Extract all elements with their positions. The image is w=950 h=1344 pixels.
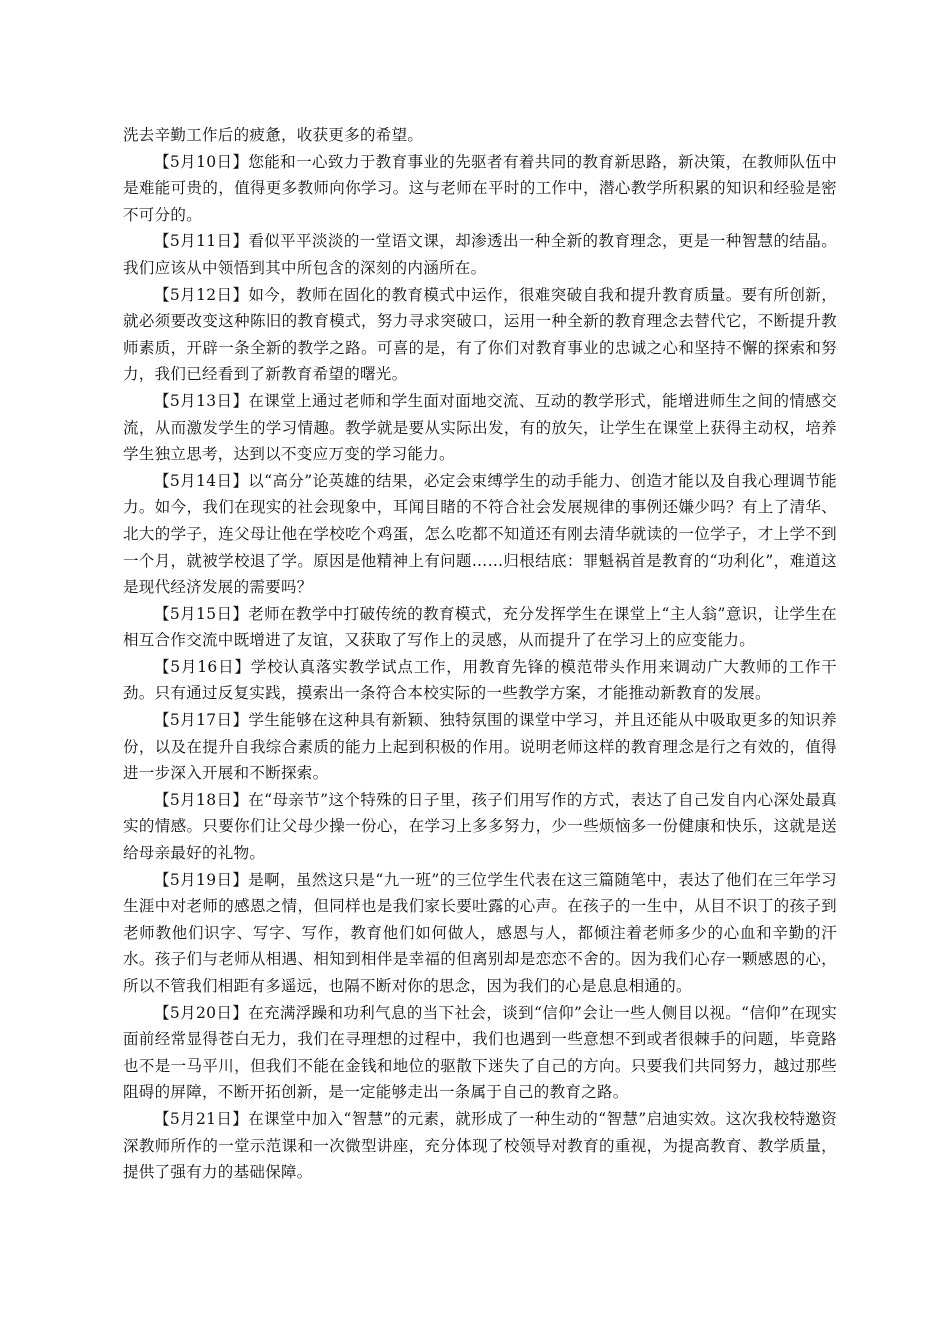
entry-text: 在“母亲节”这个特殊的日子里，孩子们用写作的方式，表达了自己发自内心深处最真实的情感。只要你们让父母少操一份心，在学习上多多努力，少一些烦恼多一份健康和快乐，这就是送给母亲最好的礼物。 — [123, 790, 837, 863]
entry-text: 学校认真落实教学试点工作，用教育先锋的模范带头作用来调动广大教师的工作干劲。只有通过反复实践，摸索出一条符合本校实际的一些教学方案，才能推动新教育的发展。 — [123, 657, 837, 703]
entry-text: 您能和一心致力于教育事业的先驱者有着共同的教育新思路，新决策，在教师队伍中是难能可贵的，值得更多教师向你学习。这与老师在平时的工作中，潜心教学所积累的知识和经验是密不可分的。 — [123, 152, 837, 224]
entry-date: 【5月20日】 — [154, 1003, 249, 1022]
entry-date: 【5月19日】 — [154, 870, 249, 889]
entry-date: 【5月15日】 — [154, 604, 249, 623]
entry-date: 【5月16日】 — [154, 657, 251, 676]
entry-date: 【5月21日】 — [154, 1109, 249, 1128]
entry-text: 在充满浮躁和功利气息的当下社会，谈到“信仰”会让一些人侧目以视。“信仰”在现实面前经常显得苍白无力，我们在寻理想的过程中，我们也遇到一些意想不到或者很棘手的问题，毕竟路也不是一马平川，但我们不能在金钱和地位的驱散下迷失了自己的方向。只要我们共同努力，越过那些阻碍的屏障，不断开拓创新，是一定能够走出一条属于自己的教育之路。 — [123, 1003, 837, 1102]
entry-paragraph — [123, 1000, 837, 1106]
entry-paragraph — [123, 654, 837, 707]
entry-list — [123, 149, 837, 1186]
entry-text: 在课堂中加入“智慧”的元素，就形成了一种生动的“智慧”启迪实效。这次我校特邀资深教师所作的一堂示范课和一次微型讲座，充分体现了校领导对教育的重视，为提高教育、教学质量，提供了强有力的基础保障。 — [123, 1109, 837, 1182]
document-body — [123, 122, 837, 1186]
entry-paragraph — [123, 707, 837, 787]
entry-date: 【5月12日】 — [154, 285, 249, 304]
entry-text: 在课堂上通过老师和学生面对面地交流、互动的教学形式，能增进师生之间的情感交流，从而激发学生的学习情趣。教学就是要从实际出发，有的放矢，让学生在课堂上获得主动权，培养学生独立思考，达到以不变应万变的学习能力。 — [123, 391, 837, 464]
entry-paragraph — [123, 388, 837, 468]
entry-text: 是啊，虽然这只是“九一班”的三位学生代表在这三篇随笔中，表达了他们在三年学习生涯中对老师的感恩之情，但同样也是我们家长要吐露的心声。在孩子的一生中，从目不识丁的孩子到老师教他们识字、写字、写作，教育他们如何做人，感恩与人，都倾注着老师多少的心血和辛勤的汗水。孩子们与老师从相遇、相知到相伴是幸福的但离别却是恋恋不舍的。因为我们心存一颗感恩的心，所以不管我们相距有多遥远，也隔不断对你的思念，因为我们的心是息息相通的。 — [123, 870, 837, 995]
entry-date: 【5月18日】 — [154, 790, 249, 809]
entry-text: 学生能够在这种具有新颖、独特氛围的课堂中学习，并且还能从中吸取更多的知识养份，以及在提升自我综合素质的能力上起到积极的作用。说明老师这样的教育理念是行之有效的，值得进一步深入开展和不断探索。 — [123, 711, 837, 783]
lead-paragraph: 洗去辛勤工作后的疲惫，收获更多的希望。 — [123, 126, 424, 144]
entry-paragraph — [123, 282, 837, 388]
entry-paragraph — [123, 1106, 837, 1186]
entry-paragraph — [123, 149, 837, 229]
entry-text: 看似平平淡淡的一堂语文课，却渗透出一种全新的教育理念，更是一种智慧的结晶。我们应该从中领悟到其中所包含的深刻的内涵所在。 — [123, 232, 837, 277]
entry-paragraph — [123, 601, 837, 654]
entry-paragraph — [123, 468, 837, 601]
entry-text: 老师在教学中打破传统的教育模式，充分发挥学生在课堂上“主人翁”意识，让学生在相互合作交流中既增进了友谊，又获取了写作上的灵感，从而提升了在学习上的应变能力。 — [123, 604, 837, 650]
entry-text: 以“高分”论英雄的结果，必定会束缚学生的动手能力、创造才能以及自我心理调节能力。如今，我们在现实的社会现象中，耳闻目睹的不符合社会发展规律的事例还嫌少吗？有上了清华、北大的学子，连父母让他在学校吃个鸡蛋，怎么吃都不知道还有刚去清华就读的一位学子，才上学不到一个月，就被学校退了学。原因是他精神上有问题……归根结底：罪魁祸首是教育的“功利化”，难道这是现代经济发展的需要吗？ — [123, 471, 837, 597]
entry-date: 【5月17日】 — [154, 711, 249, 730]
entry-text: 如今，教师在固化的教育模式中运作，很难突破自我和提升教育质量。要有所创新，就必须要改变这种陈旧的教育模式，努力寻求突破口，运用一种全新的教育理念去替代它，不断提升教师素质，开辟一条全新的教学之路。可喜的是，有了你们对教育事业的忠诚之心和坚持不懈的探索和努力，我们已经看到了新教育希望的曙光。 — [123, 285, 837, 384]
entry-date: 【5月11日】 — [154, 232, 249, 251]
entry-paragraph — [123, 228, 837, 281]
entry-date: 【5月14日】 — [154, 471, 249, 490]
entry-date: 【5月10日】 — [154, 152, 249, 171]
entry-date: 【5月13日】 — [154, 391, 249, 410]
entry-paragraph — [123, 787, 837, 867]
entry-paragraph — [123, 867, 837, 1000]
